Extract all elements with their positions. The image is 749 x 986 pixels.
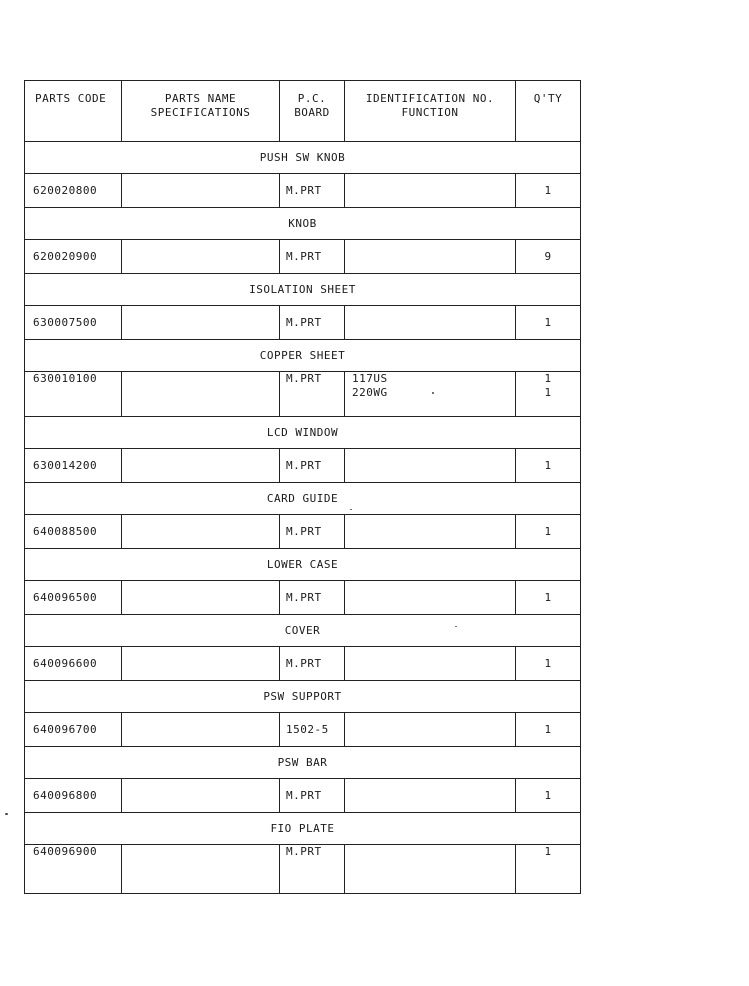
qty-cell bbox=[516, 647, 581, 681]
table-row bbox=[25, 449, 581, 483]
scan-speck bbox=[5, 813, 8, 815]
parts-name-cell bbox=[122, 306, 280, 340]
identification-cell bbox=[345, 174, 516, 208]
qty-cell bbox=[516, 845, 581, 894]
table-row bbox=[25, 174, 581, 208]
identification-cell bbox=[345, 779, 516, 813]
parts-name-cell bbox=[122, 449, 280, 483]
table-row bbox=[25, 845, 581, 894]
parts-name-cell bbox=[122, 581, 280, 615]
qty-value: 1 bbox=[544, 788, 552, 802]
table-row bbox=[25, 581, 581, 615]
qty-cell bbox=[516, 581, 581, 615]
header-specifications-label: SPECIFICATIONS bbox=[150, 106, 251, 119]
header-identification-label: IDENTIFICATION NO. bbox=[365, 92, 495, 105]
section-title-row bbox=[25, 417, 581, 449]
table-row bbox=[25, 306, 581, 340]
qty-cell bbox=[516, 449, 581, 483]
parts-code-cell: 640088500 bbox=[25, 515, 122, 549]
parts-code-cell: 620020900 bbox=[25, 240, 122, 274]
parts-name-cell bbox=[122, 515, 280, 549]
section-title: ISOLATION SHEET bbox=[25, 274, 581, 306]
pc-board-cell: M.PRT bbox=[280, 449, 345, 483]
identification-cell bbox=[345, 306, 516, 340]
section-title: PSW SUPPORT bbox=[25, 681, 581, 713]
identification-cell bbox=[345, 647, 516, 681]
parts-name-cell bbox=[122, 647, 280, 681]
pc-board-cell: M.PRT bbox=[280, 515, 345, 549]
qty-value: 1 bbox=[544, 458, 552, 472]
pc-board-cell: M.PRT bbox=[280, 845, 345, 894]
pc-board-cell: M.PRT bbox=[280, 372, 345, 417]
qty-value: 1 bbox=[544, 722, 552, 736]
table-row bbox=[25, 240, 581, 274]
parts-code-cell: 630007500 bbox=[25, 306, 122, 340]
parts-name-cell bbox=[122, 372, 280, 417]
section-title: KNOB bbox=[25, 208, 581, 240]
parts-name-cell bbox=[122, 845, 280, 894]
header-board-label: BOARD bbox=[294, 106, 330, 119]
section-title: PUSH SW KNOB bbox=[25, 142, 581, 174]
table-row bbox=[25, 779, 581, 813]
section-title: PSW BAR bbox=[25, 747, 581, 779]
qty-value: 1 bbox=[544, 386, 552, 399]
qty-value: 1 bbox=[544, 183, 552, 197]
section-title-row bbox=[25, 483, 581, 515]
parts-code-cell: 640096500 bbox=[25, 581, 122, 615]
identification-cell bbox=[345, 372, 516, 417]
table-row bbox=[25, 647, 581, 681]
header-pc-label: P.C. bbox=[297, 92, 327, 105]
qty-cell bbox=[516, 779, 581, 813]
qty-cell bbox=[516, 306, 581, 340]
section-title-row bbox=[25, 813, 581, 845]
table-row bbox=[25, 372, 581, 417]
qty-value: 9 bbox=[544, 249, 552, 263]
section-title-row bbox=[25, 274, 581, 306]
header-function-label: FUNCTION bbox=[401, 106, 459, 119]
section-title: LCD WINDOW bbox=[25, 417, 581, 449]
header-parts-code bbox=[25, 81, 122, 142]
section-title: COVER bbox=[25, 615, 581, 647]
parts-code-cell: 640096900 bbox=[25, 845, 122, 894]
scan-speck bbox=[350, 509, 352, 510]
qty-value: 1 bbox=[544, 372, 552, 385]
pc-board-cell: M.PRT bbox=[280, 779, 345, 813]
table-row bbox=[25, 713, 581, 747]
header-qty-label: Q'TY bbox=[533, 92, 563, 105]
parts-code-cell: 620020800 bbox=[25, 174, 122, 208]
header-identification bbox=[345, 81, 516, 142]
section-title-row bbox=[25, 681, 581, 713]
pc-board-cell: M.PRT bbox=[280, 581, 345, 615]
qty-cell bbox=[516, 515, 581, 549]
qty-cell bbox=[516, 372, 581, 417]
header-parts-code-label: PARTS CODE bbox=[35, 92, 107, 105]
section-title: CARD GUIDE bbox=[25, 483, 581, 515]
qty-cell bbox=[516, 713, 581, 747]
qty-cell bbox=[516, 174, 581, 208]
identification-cell bbox=[345, 449, 516, 483]
header-parts-name-label: PARTS NAME bbox=[164, 92, 237, 105]
parts-name-cell bbox=[122, 174, 280, 208]
header-qty bbox=[516, 81, 581, 142]
qty-value: 1 bbox=[544, 845, 552, 858]
table-row bbox=[25, 515, 581, 549]
identification-line: 117US bbox=[352, 372, 388, 385]
identification-cell bbox=[345, 581, 516, 615]
parts-name-cell bbox=[122, 779, 280, 813]
section-title-row bbox=[25, 142, 581, 174]
parts-name-cell bbox=[122, 713, 280, 747]
section-title-row bbox=[25, 208, 581, 240]
pc-board-cell: M.PRT bbox=[280, 240, 345, 274]
parts-code-cell: 640096600 bbox=[25, 647, 122, 681]
qty-cell bbox=[516, 240, 581, 274]
header-parts-name bbox=[122, 81, 280, 142]
header-pc-board bbox=[280, 81, 345, 142]
section-title: COPPER SHEET bbox=[25, 340, 581, 372]
pc-board-cell: M.PRT bbox=[280, 174, 345, 208]
pc-board-cell: M.PRT bbox=[280, 647, 345, 681]
section-title-row bbox=[25, 747, 581, 779]
identification-cell bbox=[345, 515, 516, 549]
qty-value: 1 bbox=[544, 590, 552, 604]
parts-code-cell: 640096800 bbox=[25, 779, 122, 813]
qty-value: 1 bbox=[544, 524, 552, 538]
identification-cell bbox=[345, 845, 516, 894]
scan-speck bbox=[455, 626, 457, 627]
section-title-row bbox=[25, 615, 581, 647]
table-header bbox=[25, 81, 581, 142]
section-title: LOWER CASE bbox=[25, 549, 581, 581]
scan-speck bbox=[432, 392, 434, 394]
section-title: FIO PLATE bbox=[25, 813, 581, 845]
parts-code-cell: 630010100 bbox=[25, 372, 122, 417]
section-title-row bbox=[25, 549, 581, 581]
qty-value: 1 bbox=[544, 656, 552, 670]
table-body bbox=[25, 142, 581, 894]
parts-name-cell bbox=[122, 240, 280, 274]
pc-board-cell: M.PRT bbox=[280, 306, 345, 340]
parts-list-table bbox=[24, 80, 581, 894]
pc-board-cell: 1502-5 bbox=[280, 713, 345, 747]
identification-line: 220WG bbox=[352, 386, 388, 399]
qty-value: 1 bbox=[544, 315, 552, 329]
identification-cell bbox=[345, 240, 516, 274]
identification-cell bbox=[345, 713, 516, 747]
section-title-row bbox=[25, 340, 581, 372]
parts-code-cell: 630014200 bbox=[25, 449, 122, 483]
parts-code-cell: 640096700 bbox=[25, 713, 122, 747]
